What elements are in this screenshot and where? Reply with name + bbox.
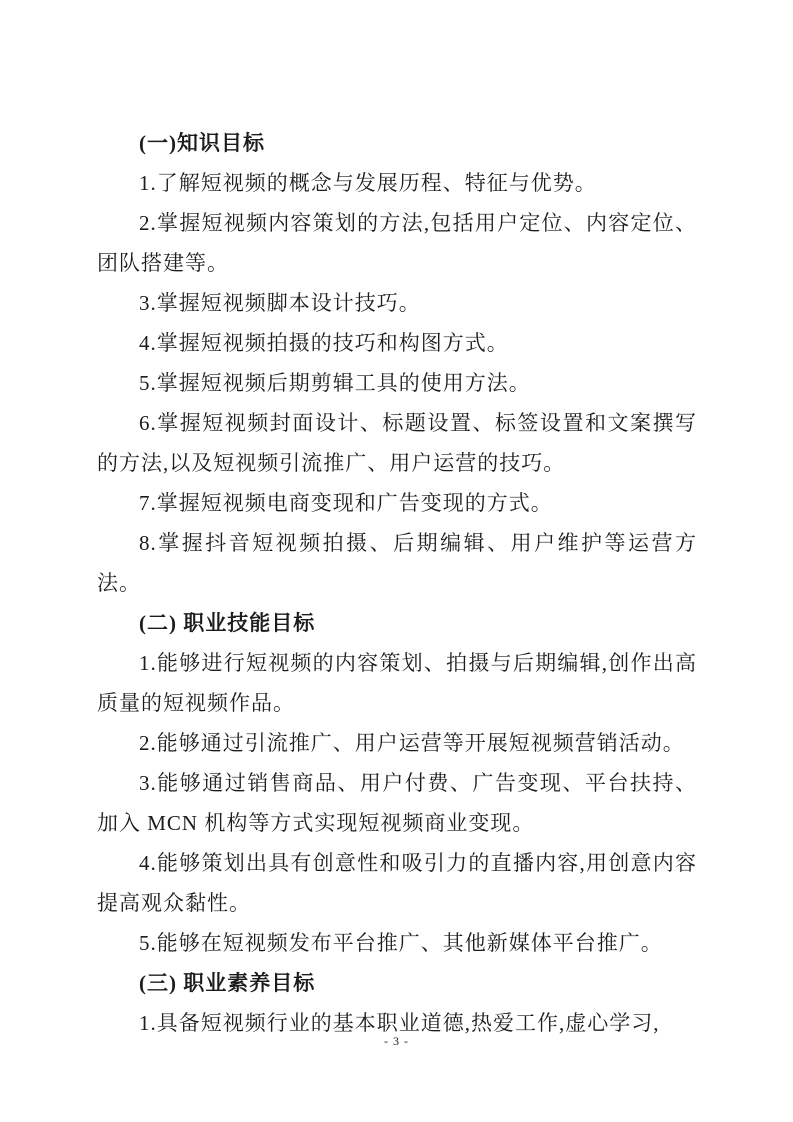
paragraph: 7.掌握短视频电商变现和广告变现的方式。 xyxy=(139,491,553,515)
section-quality-objectives xyxy=(97,963,697,1043)
paragraph: 8.掌握抖音短视频拍摄、后期编辑、用户维护等运营方法。 xyxy=(97,531,697,595)
paragraph: 5.掌握短视频后期剪辑工具的使用方法。 xyxy=(139,371,531,395)
paragraph: 6.掌握短视频封面设计、标题设置、标签设置和文案撰写的方法,以及短视频引流推广、用户运营的技巧。 xyxy=(97,411,697,475)
page-number: - 3 - xyxy=(384,1034,409,1048)
section-knowledge-objectives xyxy=(97,123,697,603)
paragraph: 3.能够通过销售商品、用户付费、广告变现、平台扶持、加入 MCN 机构等方式实现短视频商业变现。 xyxy=(97,771,697,835)
paragraph: 4.能够策划出具有创意性和吸引力的直播内容,用创意内容提高观众黏性。 xyxy=(97,851,697,915)
paragraph: 5.能够在短视频发布平台推广、其他新媒体平台推广。 xyxy=(139,931,663,955)
paragraph: 3.掌握短视频脚本设计技巧。 xyxy=(139,291,421,315)
paragraph: 1.具备短视频行业的基本职业道德,热爱工作,虚心学习, xyxy=(139,1011,660,1035)
section-heading: (二) 职业技能目标 xyxy=(139,611,316,635)
paragraph: 2.能够通过引流推广、用户运营等开展短视频营销活动。 xyxy=(139,731,685,755)
paragraph: 4.掌握短视频拍摄的技巧和构图方式。 xyxy=(139,331,509,355)
page-footer xyxy=(0,1034,793,1049)
document-body xyxy=(97,123,697,1043)
paragraph: 2.掌握短视频内容策划的方法,包括用户定位、内容定位、团队搭建等。 xyxy=(97,211,697,275)
paragraph: 1.了解短视频的概念与发展历程、特征与优势。 xyxy=(139,171,597,195)
paragraph: 1.能够进行短视频的内容策划、拍摄与后期编辑,创作出高质量的短视频作品。 xyxy=(97,651,697,715)
section-heading: (三) 职业素养目标 xyxy=(139,971,316,995)
section-skill-objectives xyxy=(97,603,697,963)
section-heading: (一)知识目标 xyxy=(139,131,265,155)
